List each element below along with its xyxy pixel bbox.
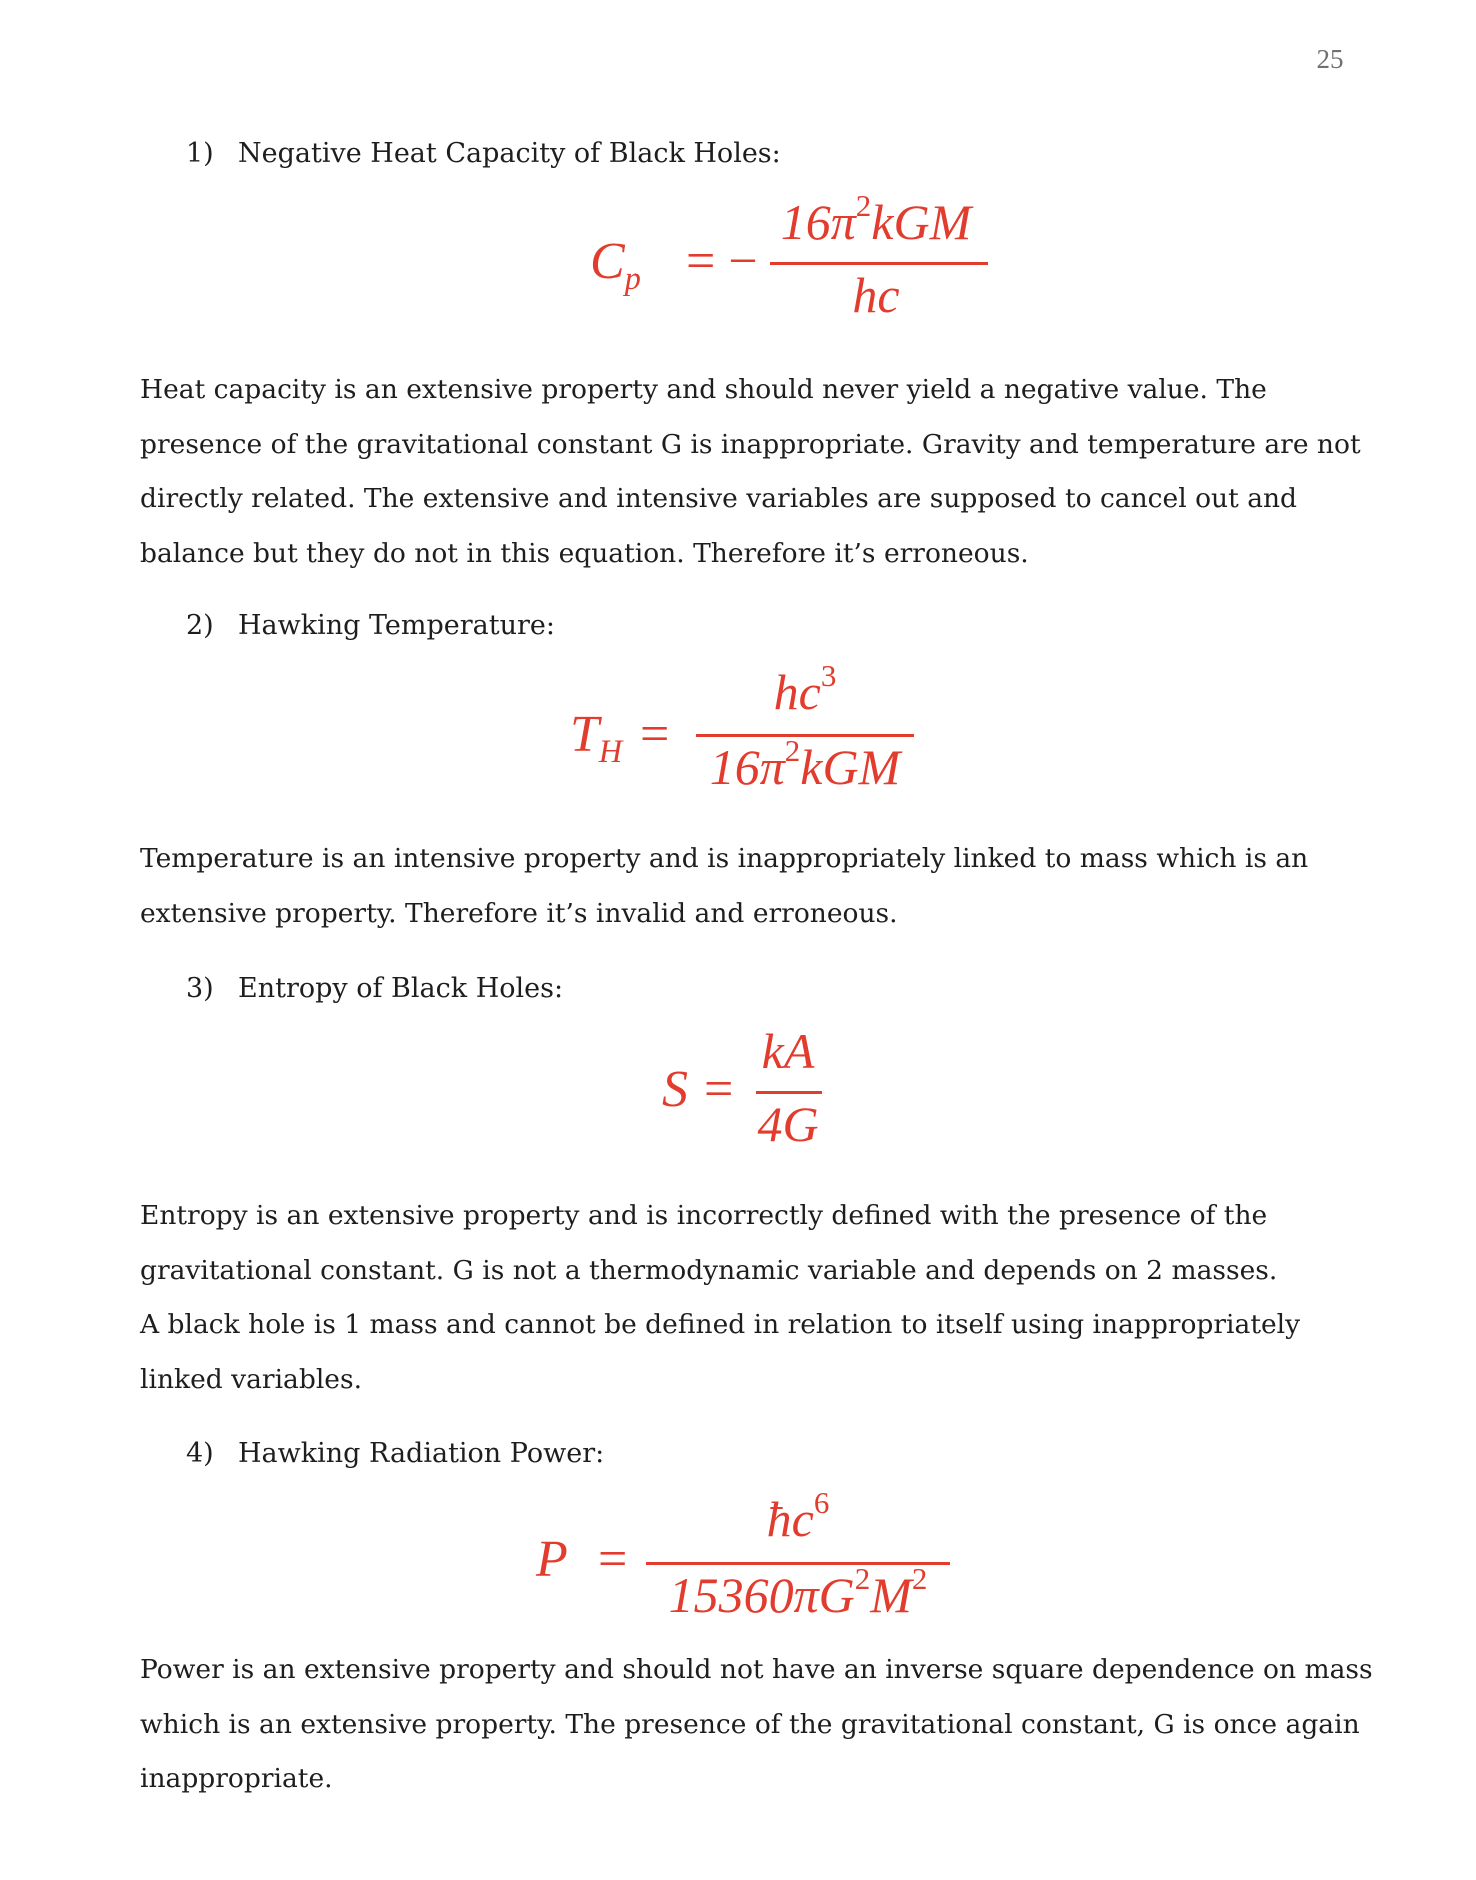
equation-operator: = xyxy=(640,706,670,763)
section-number: 1) xyxy=(186,138,214,169)
section-number: 2) xyxy=(186,610,214,641)
page-number: 25 xyxy=(1316,44,1344,74)
section-title: Negative Heat Capacity of Black Holes: xyxy=(238,138,781,169)
equation-numerator: kA xyxy=(761,1023,815,1079)
section-heading-2 xyxy=(186,610,555,641)
equation-lhs: S xyxy=(662,1061,688,1118)
equation-lhs: $C_p$ xyxy=(590,233,641,297)
equation-operator: = − xyxy=(686,233,758,290)
section-title: Entropy of Black Holes: xyxy=(238,973,564,1004)
section-title: Hawking Radiation Power: xyxy=(238,1438,605,1469)
fraction-bar xyxy=(646,1562,950,1565)
section-heading-1 xyxy=(186,138,781,169)
equation-denominator: $15360\pi G^2M^2$ xyxy=(668,1560,928,1623)
fraction-bar xyxy=(770,262,988,265)
equation-denominator: 4G xyxy=(757,1096,819,1152)
section-paragraph-2: Temperature is an intensive property and is inappropriately linked to mass which is an extensive property. Therefore it’s invalid and erroneous. xyxy=(140,843,1309,929)
equation-lhs: P xyxy=(536,1531,568,1588)
section-heading-3 xyxy=(186,973,563,1004)
equation-denominator: $16\pi^2kGM$ xyxy=(709,732,901,795)
section-heading-4 xyxy=(186,1438,604,1469)
equation-operator: = xyxy=(704,1061,734,1118)
section-paragraph-3: Entropy is an extensive property and is incorrectly defined with the presence of the gravitational constant. G is not a thermodynamic variable and depends on 2 masses. A black hole is 1 mass and cannot be defined in relation to itself using inappropriately linked variables. xyxy=(140,1200,1301,1395)
fraction-bar xyxy=(756,1091,822,1094)
section-title: Hawking Temperature: xyxy=(238,610,555,641)
fraction-bar xyxy=(696,734,914,737)
equation-numerator: $hc^3$ xyxy=(773,657,837,720)
section-number: 4) xyxy=(186,1438,214,1469)
equation-numerator: $16\pi^2kGM$ xyxy=(780,187,972,250)
section-paragraph-1: Heat capacity is an extensive property and should never yield a negative value. The presence of the gravitational constant G is inappropriate. Gravity and temperature are not directly related. The extensive and intensive variables are supposed to cancel out and balance but they do not in this equation. Therefore it’s erroneous. xyxy=(140,374,1361,569)
equation-lhs: $T_H$ xyxy=(570,706,623,770)
equation-numerator: $ħc^6$ xyxy=(766,1484,830,1547)
section-paragraph-4: Power is an extensive property and should not have an inverse square dependence on mass which is an extensive property. The presence of the gravitational constant, G is once again inappropriate. xyxy=(140,1654,1373,1794)
section-number: 3) xyxy=(186,973,214,1004)
equation-denominator: hc xyxy=(852,267,900,323)
equation-operator: = xyxy=(598,1531,628,1588)
